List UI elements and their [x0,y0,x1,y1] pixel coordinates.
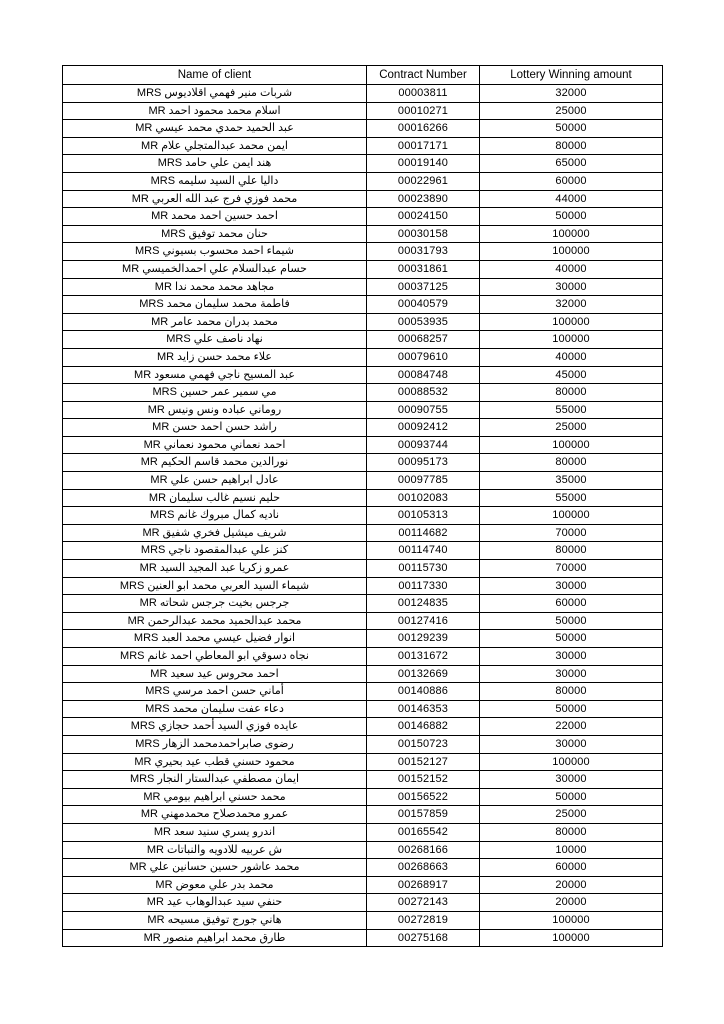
cell-winning-amount: 30000 [480,665,663,683]
cell-contract-number: 00114740 [367,542,480,560]
cell-contract-number: 00272143 [367,894,480,912]
table-row [63,876,663,894]
cell-contract-number: 00124835 [367,595,480,613]
table-row [63,524,663,542]
table-header [63,66,663,85]
cell-client-name: محمد عبدالحميد محمد عبدالرحمن MR [63,612,367,630]
cell-contract-number: 00152127 [367,753,480,771]
cell-winning-amount: 80000 [480,454,663,472]
cell-client-name: نجاه دسوقي ابو المعاطي احمد غانم MRS [63,648,367,666]
cell-client-name: طارق محمد ابراهيم منصور MR [63,929,367,947]
cell-winning-amount: 50000 [480,788,663,806]
table-row [63,577,663,595]
cell-client-name: محمد بدران محمد عامر MR [63,313,367,331]
cell-contract-number: 00131672 [367,648,480,666]
cell-winning-amount: 20000 [480,876,663,894]
cell-client-name: محمد بدر علي معوض MR [63,876,367,894]
cell-contract-number: 00016266 [367,120,480,138]
table-row [63,753,663,771]
cell-client-name: نورالدين محمد قاسم الحكيم MR [63,454,367,472]
cell-winning-amount: 35000 [480,472,663,490]
cell-winning-amount: 100000 [480,331,663,349]
table-row [63,137,663,155]
cell-client-name: شريف ميشيل فخري شفيق MR [63,524,367,542]
table-row [63,735,663,753]
cell-winning-amount: 30000 [480,278,663,296]
table-row [63,841,663,859]
cell-winning-amount: 32000 [480,85,663,103]
table-row [63,243,663,261]
table-row [63,683,663,701]
cell-client-name: احمد محروس عيد سعيد MR [63,665,367,683]
table-header-row [63,66,663,85]
cell-winning-amount: 70000 [480,524,663,542]
cell-contract-number: 00084748 [367,366,480,384]
cell-winning-amount: 100000 [480,243,663,261]
cell-client-name: محمد حسني ابراهيم بيومي MR [63,788,367,806]
cell-winning-amount: 45000 [480,366,663,384]
cell-client-name: هند ايمن علي حامد MRS [63,155,367,173]
cell-contract-number: 00156522 [367,788,480,806]
cell-client-name: جرجس بخيت جرجس شحاته MR [63,595,367,613]
cell-client-name: هاني جورج توفيق مسيحه MR [63,911,367,929]
table-row [63,296,663,314]
table-row [63,859,663,877]
table-row [63,630,663,648]
cell-winning-amount: 50000 [480,700,663,718]
cell-contract-number: 00157859 [367,806,480,824]
cell-client-name: رضوى صابراحمدمحمد الزهار MRS [63,735,367,753]
cell-contract-number: 00092412 [367,419,480,437]
cell-winning-amount: 80000 [480,137,663,155]
cell-winning-amount: 70000 [480,560,663,578]
table-row [63,384,663,402]
cell-client-name: حسام عبدالسلام علي احمدالخميسي MR [63,260,367,278]
cell-client-name: شيماء السيد العربي محمد ابو العنين MRS [63,577,367,595]
table-row [63,260,663,278]
cell-client-name: شربات منير فهمي اقلاديوس MRS [63,85,367,103]
table-row [63,823,663,841]
cell-contract-number: 00019140 [367,155,480,173]
cell-contract-number: 00165542 [367,823,480,841]
cell-contract-number: 00037125 [367,278,480,296]
cell-winning-amount: 60000 [480,172,663,190]
cell-winning-amount: 32000 [480,296,663,314]
cell-contract-number: 00031793 [367,243,480,261]
cell-client-name: عمرو محمدصلاح محمدمهني MR [63,806,367,824]
table-row [63,595,663,613]
cell-client-name: عبد الحميد حمدي محمد عيسي MR [63,120,367,138]
cell-client-name: حنفي سيد عبدالوهاب عيد MR [63,894,367,912]
cell-winning-amount: 50000 [480,630,663,648]
cell-contract-number: 00150723 [367,735,480,753]
cell-contract-number: 00114682 [367,524,480,542]
cell-client-name: محمد عاشور حسين حسانين علي MR [63,859,367,877]
cell-contract-number: 00095173 [367,454,480,472]
cell-winning-amount: 40000 [480,348,663,366]
cell-client-name: عادل ابراهيم حسن علي MR [63,472,367,490]
cell-winning-amount: 100000 [480,225,663,243]
cell-contract-number: 00022961 [367,172,480,190]
cell-client-name: حليم نسيم غالب سليمان MR [63,489,367,507]
cell-contract-number: 00030158 [367,225,480,243]
table-row [63,313,663,331]
cell-client-name: راشد حسن احمد حسن MR [63,419,367,437]
cell-contract-number: 00275168 [367,929,480,947]
table-row [63,472,663,490]
table-row [63,929,663,947]
cell-contract-number: 00272819 [367,911,480,929]
cell-client-name: ناديه كمال مبروك غانم MRS [63,507,367,525]
cell-winning-amount: 80000 [480,823,663,841]
table-row [63,366,663,384]
cell-client-name: عمرو زكريا عبد المجيد السيد MR [63,560,367,578]
cell-contract-number: 00268917 [367,876,480,894]
table-row [63,894,663,912]
table-row [63,102,663,120]
column-header-contract-number: Contract Number [367,66,480,85]
table-row [63,419,663,437]
cell-client-name: دعاء عفت سليمان محمد MRS [63,700,367,718]
column-header-amount: Lottery Winning amount [480,66,663,85]
cell-winning-amount: 60000 [480,859,663,877]
table-row [63,155,663,173]
cell-winning-amount: 100000 [480,929,663,947]
cell-client-name: عبد المسيح ناجي فهمي مسعود MR [63,366,367,384]
cell-client-name: ايمان مصطفي عبدالستار النجار MRS [63,771,367,789]
cell-client-name: نهاد ناصف علي MRS [63,331,367,349]
cell-winning-amount: 80000 [480,542,663,560]
cell-winning-amount: 30000 [480,577,663,595]
cell-winning-amount: 100000 [480,436,663,454]
cell-winning-amount: 80000 [480,683,663,701]
table-row [63,560,663,578]
table-row [63,911,663,929]
cell-client-name: احمد نعماني محمود نعماني MR [63,436,367,454]
table-row [63,401,663,419]
cell-contract-number: 00088532 [367,384,480,402]
cell-client-name: فاطمة محمد سليمان محمد MRS [63,296,367,314]
cell-contract-number: 00023890 [367,190,480,208]
cell-contract-number: 00024150 [367,208,480,226]
table-row [63,665,663,683]
cell-client-name: علاء محمد حسن زايد MR [63,348,367,366]
cell-contract-number: 00140886 [367,683,480,701]
cell-contract-number: 00010271 [367,102,480,120]
cell-winning-amount: 50000 [480,120,663,138]
cell-winning-amount: 20000 [480,894,663,912]
cell-winning-amount: 60000 [480,595,663,613]
cell-winning-amount: 80000 [480,384,663,402]
table-row [63,806,663,824]
cell-winning-amount: 50000 [480,612,663,630]
table-row [63,648,663,666]
cell-contract-number: 00129239 [367,630,480,648]
cell-contract-number: 00040579 [367,296,480,314]
cell-contract-number: 00268166 [367,841,480,859]
cell-contract-number: 00003811 [367,85,480,103]
cell-client-name: احمد حسين احمد محمد MR [63,208,367,226]
table-row [63,454,663,472]
cell-winning-amount: 100000 [480,313,663,331]
cell-client-name: انوار فضيل عيسي محمد العبد MRS [63,630,367,648]
table-row [63,771,663,789]
cell-winning-amount: 50000 [480,208,663,226]
table-row [63,612,663,630]
cell-contract-number: 00146353 [367,700,480,718]
cell-client-name: ايمن محمد عبدالمتجلي علام MR [63,137,367,155]
table-row [63,278,663,296]
cell-contract-number: 00053935 [367,313,480,331]
cell-winning-amount: 22000 [480,718,663,736]
cell-contract-number: 00268663 [367,859,480,877]
table-row [63,172,663,190]
cell-contract-number: 00102083 [367,489,480,507]
cell-client-name: محمود حسني قطب عيد بحيري MR [63,753,367,771]
cell-client-name: محمد فوزي فرج عبد الله العربي MR [63,190,367,208]
cell-winning-amount: 100000 [480,753,663,771]
table-row [63,120,663,138]
table-row [63,208,663,226]
cell-winning-amount: 40000 [480,260,663,278]
cell-winning-amount: 100000 [480,507,663,525]
table-row [63,436,663,454]
table-row [63,700,663,718]
cell-client-name: مي سمير عمر حسين MRS [63,384,367,402]
cell-winning-amount: 25000 [480,419,663,437]
cell-client-name: ش عربيه للادويه والنباتات MR [63,841,367,859]
table-row [63,788,663,806]
cell-client-name: كنز علي عبدالمقصود ناجي MRS [63,542,367,560]
cell-contract-number: 00097785 [367,472,480,490]
cell-contract-number: 00146882 [367,718,480,736]
cell-winning-amount: 65000 [480,155,663,173]
cell-winning-amount: 30000 [480,771,663,789]
cell-contract-number: 00093744 [367,436,480,454]
table-row [63,225,663,243]
cell-client-name: اسلام محمد محمود احمد MR [63,102,367,120]
table-row [63,507,663,525]
cell-contract-number: 00117330 [367,577,480,595]
table-row [63,348,663,366]
cell-contract-number: 00127416 [367,612,480,630]
cell-winning-amount: 100000 [480,911,663,929]
cell-contract-number: 00132669 [367,665,480,683]
cell-client-name: عايده فوزي السيد أحمد حجازي MRS [63,718,367,736]
lottery-winners-table [62,65,663,947]
cell-client-name: روماني عباده ونس ونيس MR [63,401,367,419]
cell-client-name: اندرو يسري سنيد سعد MR [63,823,367,841]
table-row [63,331,663,349]
cell-winning-amount: 10000 [480,841,663,859]
cell-winning-amount: 25000 [480,806,663,824]
cell-contract-number: 00031861 [367,260,480,278]
cell-winning-amount: 25000 [480,102,663,120]
cell-contract-number: 00090755 [367,401,480,419]
cell-winning-amount: 55000 [480,401,663,419]
cell-contract-number: 00017171 [367,137,480,155]
table-row [63,542,663,560]
cell-contract-number: 00115730 [367,560,480,578]
table-row [63,489,663,507]
table-row [63,190,663,208]
cell-client-name: مجاهد محمد محمد ندا MR [63,278,367,296]
column-header-name: Name of client [63,66,367,85]
cell-client-name: شيماء احمد محسوب بسيوني MRS [63,243,367,261]
cell-contract-number: 00079610 [367,348,480,366]
cell-contract-number: 00105313 [367,507,480,525]
cell-winning-amount: 30000 [480,735,663,753]
cell-client-name: داليا علي السيد سليمه MRS [63,172,367,190]
cell-client-name: حنان محمد توفيق MRS [63,225,367,243]
cell-client-name: أماني حسن احمد مرسي MRS [63,683,367,701]
cell-winning-amount: 55000 [480,489,663,507]
cell-contract-number: 00152152 [367,771,480,789]
winners-table-container [62,65,662,947]
table-body [63,85,663,947]
cell-winning-amount: 30000 [480,648,663,666]
table-row [63,85,663,103]
cell-winning-amount: 44000 [480,190,663,208]
table-row [63,718,663,736]
cell-contract-number: 00068257 [367,331,480,349]
